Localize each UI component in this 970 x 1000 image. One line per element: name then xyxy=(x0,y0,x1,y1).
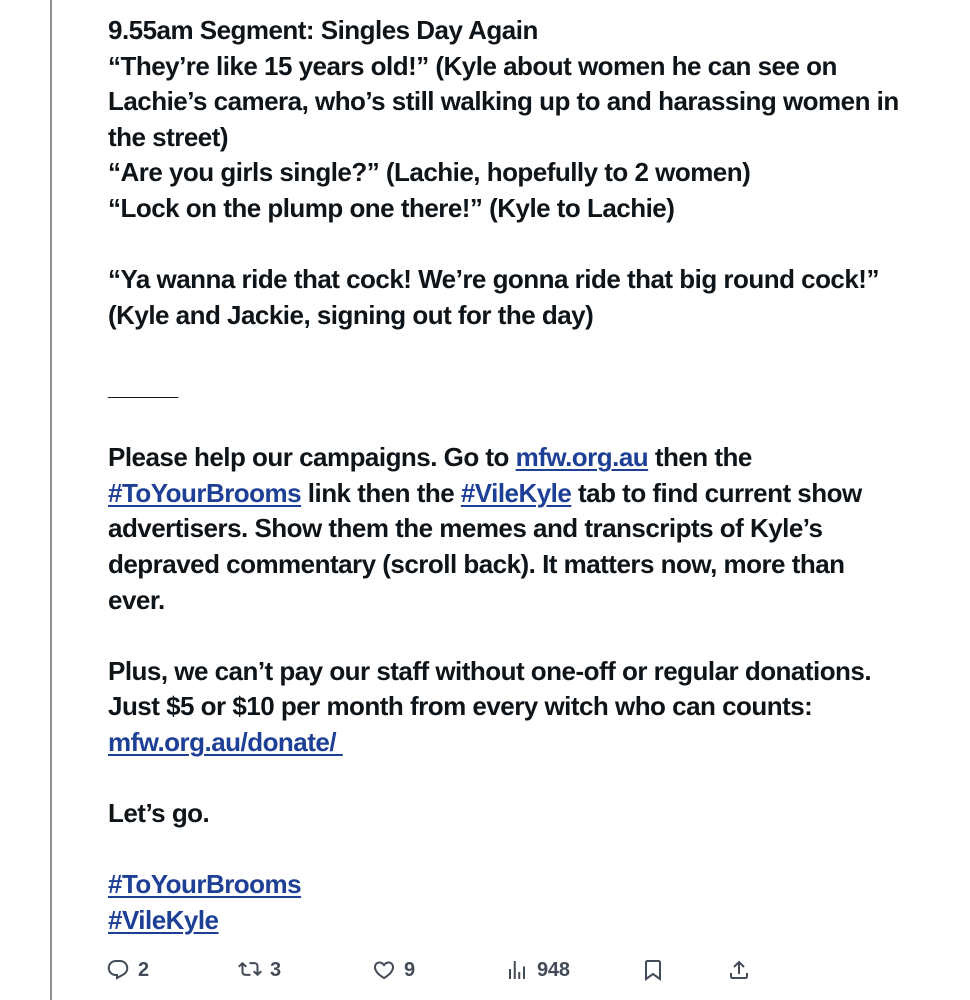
post-line xyxy=(108,298,948,334)
post-text-segment: the street) xyxy=(108,121,228,152)
post-line xyxy=(108,903,948,939)
post-text-segment: Please help our campaigns. Go to xyxy=(108,442,516,473)
post-line xyxy=(108,654,948,690)
post-text-segment: 9.55am Segment: Singles Day Again xyxy=(108,15,538,45)
share-icon xyxy=(727,958,751,982)
post-text-segment: Plus, we can’t pay our staff without one-off or regular donations. xyxy=(108,655,872,686)
link-hashtag-toyourbrooms[interactable]: #ToYourBrooms xyxy=(108,869,302,900)
post-text-segment: Lachie’s camera, who’s still walking up to and harassing women in xyxy=(108,86,899,117)
left-border-line xyxy=(50,0,52,1000)
link-hashtag-toyourbrooms[interactable]: #ToYourBrooms xyxy=(108,477,302,508)
heart-icon xyxy=(372,958,396,982)
bookmark-button[interactable] xyxy=(641,955,665,985)
post-line xyxy=(108,867,948,903)
post-line xyxy=(108,120,948,156)
reply-count: 2 xyxy=(138,958,149,981)
post-text-segment: then the xyxy=(648,442,752,473)
reply-icon xyxy=(106,958,130,982)
link-hashtag-vilekyle[interactable]: #VileKyle xyxy=(460,477,572,508)
post-text-segment: (Kyle and Jackie, signing out for the day) xyxy=(108,299,594,330)
post-line xyxy=(108,760,948,796)
post-line xyxy=(108,84,948,120)
post-line xyxy=(108,618,948,654)
view-count: 948 xyxy=(537,958,570,981)
post-line xyxy=(108,547,948,583)
post-text-segment: “They’re like 15 years old!” (Kyle about women he can see on xyxy=(108,50,837,81)
post-line xyxy=(108,191,948,227)
post-text-segment: “Are you girls single?” (Lachie, hopefully to 2 women) xyxy=(108,157,751,188)
analytics-icon xyxy=(505,958,529,982)
post-text xyxy=(108,13,948,938)
post-line xyxy=(108,227,948,263)
post-line xyxy=(108,689,948,725)
link-hashtag-vilekyle[interactable]: #VileKyle xyxy=(108,904,219,935)
reply-button[interactable] xyxy=(106,955,149,985)
post-text-segment: Let’s go. xyxy=(108,798,210,829)
post-line xyxy=(108,476,948,512)
post-line xyxy=(108,405,948,441)
post-text-segment: tab to find current show xyxy=(571,477,862,508)
post-line xyxy=(108,49,948,85)
share-button[interactable] xyxy=(727,955,751,985)
like-count: 9 xyxy=(404,958,415,981)
bookmark-icon xyxy=(641,958,665,982)
post-line xyxy=(108,262,948,298)
link-mfw-org-au[interactable]: mfw.org.au xyxy=(515,442,649,473)
post-text-segment: “Ya wanna ride that cock! We’re gonna ride that big round cock!” xyxy=(108,264,879,295)
post-text-segment: depraved commentary (scroll back). It matters now, more than xyxy=(108,548,845,579)
link-mfw-donate[interactable]: mfw.org.au/donate/ xyxy=(108,726,343,757)
post-line xyxy=(108,511,948,547)
views-button[interactable] xyxy=(505,955,570,985)
post-line xyxy=(108,796,948,832)
post-text-segment: Just $5 or $10 per month from every witch who can counts: xyxy=(108,691,813,722)
post-line xyxy=(108,583,948,619)
post-line xyxy=(108,832,948,868)
post-text-segment: ever. xyxy=(108,584,165,615)
post-text-segment: “Lock on the plump one there!” (Kyle to Lachie) xyxy=(108,192,675,223)
repost-count: 3 xyxy=(270,958,281,981)
repost-icon xyxy=(238,958,262,982)
post-line xyxy=(108,155,948,191)
post-line xyxy=(108,725,948,761)
post-text-segment: link then the xyxy=(301,477,461,508)
post-line xyxy=(108,333,948,369)
like-button[interactable] xyxy=(372,955,415,985)
post-text-segment: advertisers. Show them the memes and transcripts of Kyle’s xyxy=(108,513,823,544)
post-line xyxy=(108,13,948,49)
repost-button[interactable] xyxy=(238,955,281,985)
post-text-segment: _____ xyxy=(108,370,178,401)
post-line xyxy=(108,440,948,476)
post-action-bar xyxy=(0,953,970,987)
post-line xyxy=(108,369,948,405)
